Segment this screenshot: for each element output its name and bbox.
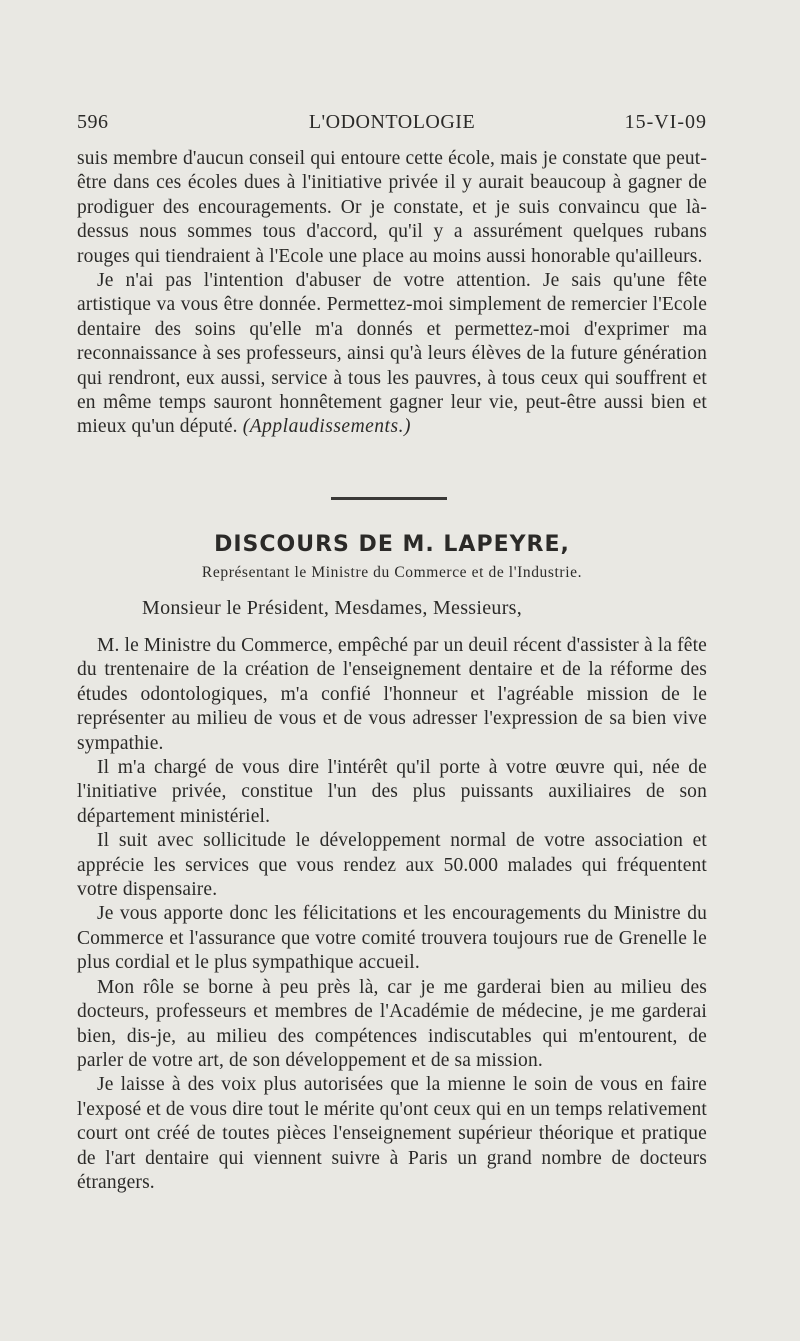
section-divider — [331, 497, 447, 500]
paragraph: suis membre d'aucun conseil qui entoure cette école, mais je constate que peut-être dans ces écoles dues à l'initiative privée il y aurait beaucoup à gagner de prodiguer des encouragements. Or je constate, et je suis convaincu que là-dessus nous sommes tous d'accord, qu'il y a assurément quelques rubans rouges qui tiendraient à l'Ecole une place au moins aussi honorable qu'ailleurs. — [77, 148, 707, 267]
page-number: 596 — [77, 111, 109, 133]
section-subtitle: Représentant le Ministre du Commerce et de l'Industrie. — [201, 564, 583, 581]
paragraph: Il suit avec sollicitude le développement normal de votre association et apprécie les services que vous rendez aux 50.000 malades qui fréquentent votre dispensaire. — [77, 830, 707, 901]
paragraph: Il m'a chargé de vous dire l'intérêt qu'il porte à votre œuvre qui, née de l'initiative privée, constitue l'un des plus puissants auxiliaires de son département ministériel. — [77, 757, 707, 827]
paragraph — [77, 269, 707, 440]
paragraph: Mon rôle se borne à peu près là, car je me garderai bien au milieu des docteurs, professeurs et membres de l'Académie de médecine, je me garderai bien, dis-je, au milieu des compétences indiscutables qui m'entourent, de parler de votre art, de son développement et de sa mission. — [77, 976, 707, 1071]
paragraph: Je laisse à des voix plus autorisées que la mienne le soin de vous en faire l'exposé et de vous dire tout le mérite qu'ont ceux qui en un temps relativement court ont créé de toutes pièces l'enseignement supérieur théorique et pratique de l'art dentaire qui viennent suivre à Paris un grand nombre de docteurs étrangers. — [77, 1074, 707, 1193]
issue-date: 15-VI-09 — [624, 111, 707, 133]
speech-text — [77, 634, 707, 1195]
applause-note: (Applaudissements.) — [242, 416, 411, 438]
paragraph: M. le Ministre du Commerce, empêché par un deuil récent d'assister à la fête du trentenaire de la création de l'enseignement dentaire et de la réforme des études odontologiques, m'a confié l'honneur et l'agréable mission de le représenter au milieu de vous et de vous adresser l'expression de sa bien vive sympathie. — [77, 635, 707, 754]
paragraph-text: Je n'ai pas l'intention d'abuser de votre attention. Je sais qu'une fête artistique va vous être donnée. Permettez-moi simplement de remercier l'Ecole dentaire des soins qu'elle m'a donnés et permettez-moi d'exprimer ma reconnaissance à ses professeurs, ainsi qu'à leurs élèves de la future génération qui rendront, eux aussi, service à tous les pauvres, à tous ceux qui souffrent et en même temps sauront honnêtement gagner leur vie, peut-être aussi bien et mieux qu'un député. — [77, 270, 707, 438]
intro-text — [77, 147, 707, 440]
running-header — [77, 111, 707, 141]
salutation: Monsieur le Président, Mesdames, Messieurs, — [142, 597, 523, 619]
paragraph: Je vous apporte donc les félicitations et les encouragements du Ministre du Commerce et l'assurance que votre comité trouvera toujours rue de Grenelle le plus cordial et le plus sympathique accueil. — [77, 903, 707, 974]
section-title: DISCOURS DE M. LAPEYRE, — [214, 532, 570, 557]
journal-title: L'ODONTOLOGIE — [308, 111, 476, 133]
